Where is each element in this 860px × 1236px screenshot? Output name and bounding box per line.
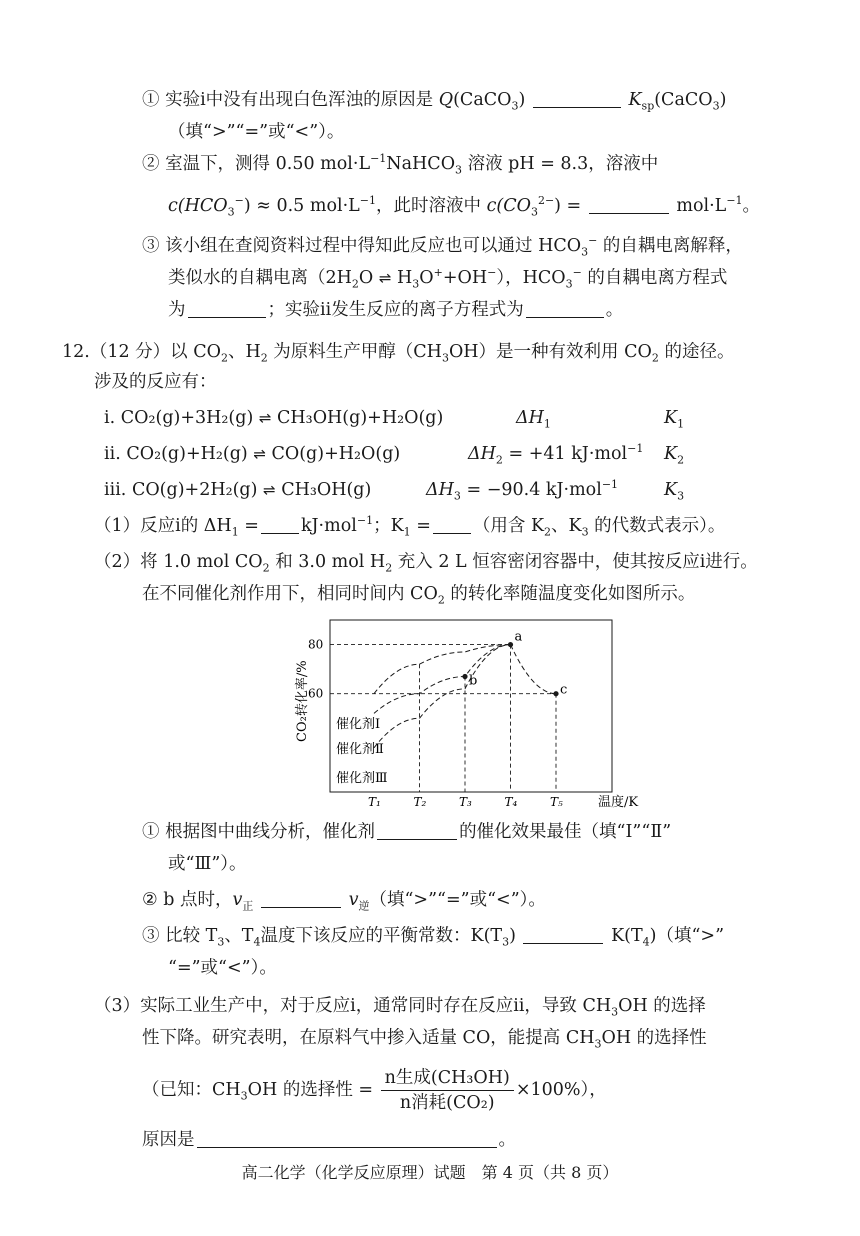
x-tick-t3: T₃ — [459, 795, 472, 809]
q11-part2-line1: ② 室温下，测得 0.50 $mol\cdot L^{-1}NaHCO_3$ 溶液 pH = 8.3，溶液中 — [142, 152, 659, 177]
reaction-2: ⅱ. CO₂(g)+H₂(g) ⇌ CO(g)+H₂O(g) — [104, 444, 401, 464]
q11-part1: ① 实验ⅰ中没有出现白色浑浊的原因是 Q(CaCO$_3$) $K_{sp}(CaCO_3)$ — [142, 90, 727, 113]
answer-blank[interactable] — [533, 89, 621, 108]
q11-part3-line3: 为 ；实验ⅱ发生反应的离子方程式为 。 — [168, 300, 624, 320]
reaction-3: ⅲ. CO(g)+2H₂(g) ⇌ CH₃OH(g) — [104, 480, 372, 500]
point-label-c: c — [560, 682, 568, 698]
answer-blank[interactable] — [526, 299, 604, 318]
equilibrium-arrow-icon: ⇌ — [258, 409, 272, 427]
answer-blank[interactable] — [261, 889, 341, 908]
point-a — [508, 642, 513, 647]
legend-catalyst-1: 催化剂Ⅰ — [336, 717, 381, 732]
q11-part2-line2: $c(HCO_3^-) \approx 0.5$ $mol\cdot L^{-1}$，此时溶液中 $c(CO_3^{2-}) = mol\cdot L^{-1}$。 — [168, 194, 761, 219]
reaction-2-k: $K_2$ — [664, 444, 685, 467]
reaction-1: ⅰ. CO₂(g)+3H₂(g) ⇌ CH₃OH(g)+H₂O(g) — [104, 408, 444, 428]
equilibrium-arrow-icon: ⇌ — [253, 445, 266, 463]
point-c — [553, 691, 558, 696]
answer-blank[interactable] — [377, 821, 457, 840]
reaction-3-k: $K_3$ — [664, 480, 685, 503]
answer-blank[interactable] — [433, 515, 471, 534]
reaction-1-dh: $\Delta H_1$ — [516, 408, 551, 431]
answer-blank[interactable] — [197, 1129, 497, 1148]
q12-header2: 涉及的反应有： — [94, 372, 217, 392]
q11-part1-fill: （填“>”“=”或“<”）。 — [168, 122, 345, 142]
y-tick-80: 80 — [308, 637, 324, 652]
q11-part3-line2: 类似水的自耦电离（$2H_2O$ ⇌ $H_3O^++OH^-$），$HCO_3^-$ 的自耦电离方程式 — [168, 266, 728, 291]
reaction-1-k: $K_1$ — [664, 408, 685, 431]
q12-sub3-line2: 性下降。研究表明，在原料气中掺入适量 CO，能提高 $CH_3OH$ 的选择性 — [142, 1028, 707, 1051]
x-tick-t1: T₁ — [368, 795, 381, 809]
selectivity-fraction: $\frac{\text{n生成(CH₃OH)}}{\text{n消耗(CO₂)}}$ — [381, 1066, 514, 1115]
q12-sub1: （1）反应ⅰ的 $\Delta H_1 = kJ\cdot mol^{-1}$；$K_1$ = （用含 $K_2$、$K_3$ 的代数式表示）。 — [94, 514, 726, 539]
y-axis-label: CO₂转化率/% — [295, 660, 310, 742]
q12-sub3-line1: （3）实际工业生产中，对于反应ⅰ，通常同时存在反应ⅱ，导致 $CH_3OH$ 的选择 — [94, 996, 706, 1019]
legend-catalyst-2: 催化剂Ⅱ — [336, 742, 384, 757]
q12-header: 12.（12 分）以 $CO_2$、$H_2$ 为原料生产甲醇$(CH_3OH)$是一种有效利用 $CO_2$ 的途径。 — [62, 342, 735, 365]
q12-2-3-line1: ③ 比较 $T_3$、$T_4$温度下该反应的平衡常数：$K(T_3)$ $K(T_4)$（填“>” — [142, 926, 725, 949]
answer-blank[interactable] — [523, 925, 603, 944]
q12-sub2-line2: 在不同催化剂作用下，相同时间内 $CO_2$ 的转化率随温度变化如图所示。 — [142, 584, 696, 607]
x-tick-t4: T₄ — [504, 795, 518, 809]
legend-catalyst-3: 催化剂Ⅲ — [336, 771, 388, 786]
x-tick-t5: T₅ — [550, 795, 563, 809]
q12-2-1-line2: 或“Ⅲ”）。 — [168, 854, 247, 874]
curve-series-4 — [511, 645, 557, 694]
q12-2-1-line1: ① 根据图中曲线分析，催化剂 的催化效果最佳（填“Ⅰ”“Ⅱ” — [142, 822, 672, 842]
plot-frame — [330, 620, 612, 792]
page-footer: 高二化学（化学反应原理）试题 第 4 页（共 8 页） — [241, 1163, 619, 1182]
answer-blank[interactable] — [188, 299, 266, 318]
reaction-3-dh: $\Delta H_3 = -90.4$ kJ·mol$^{-1}$ — [426, 478, 619, 503]
x-axis-label: 温度/K — [598, 795, 639, 810]
answer-blank[interactable] — [589, 195, 669, 214]
point-b — [462, 674, 467, 679]
q11-part3-line1: ③ 该小组在查阅资料过程中得知此反应也可以通过 $HCO_3^-$ 的自耦电离解释， — [142, 234, 743, 259]
q12-sub2-line1: （2）将 1.0 mol $CO_2$ 和 3.0 mol $H_2$ 充入 2 L 恒容密闭容器中，使其按反应ⅰ进行。 — [94, 552, 758, 575]
q12-2-3-line2: “=”或“<”）。 — [168, 958, 277, 978]
answer-blank[interactable] — [261, 515, 299, 534]
q12-2-2: ② b 点时，$v_正$ $v_逆$（填“>”“=”或“<”）。 — [142, 890, 546, 913]
curve-series-1 — [374, 645, 511, 694]
x-tick-t2: T₂ — [413, 795, 427, 809]
equilibrium-arrow-icon: ⇌ — [263, 481, 276, 499]
point-label-a: a — [514, 629, 523, 645]
q12-sub3-reason: 原因是 。 — [142, 1130, 516, 1150]
q12-sub3-formula: （已知：$CH_3OH$ 的选择性 = $\frac{\text{n生成(CH₃OH)}}{\text{n消耗(CO₂)}}$ ×100%）， — [142, 1068, 607, 1113]
conversion-chart — [280, 612, 670, 812]
equilibrium-arrow-icon: ⇌ — [378, 269, 392, 287]
y-tick-60: 60 — [308, 686, 324, 701]
reaction-2-dh: $\Delta H_2 = +41$ kJ·mol$^{-1}$ — [468, 442, 644, 467]
curve-series-3 — [374, 645, 511, 748]
point-label-b: b — [469, 673, 478, 689]
